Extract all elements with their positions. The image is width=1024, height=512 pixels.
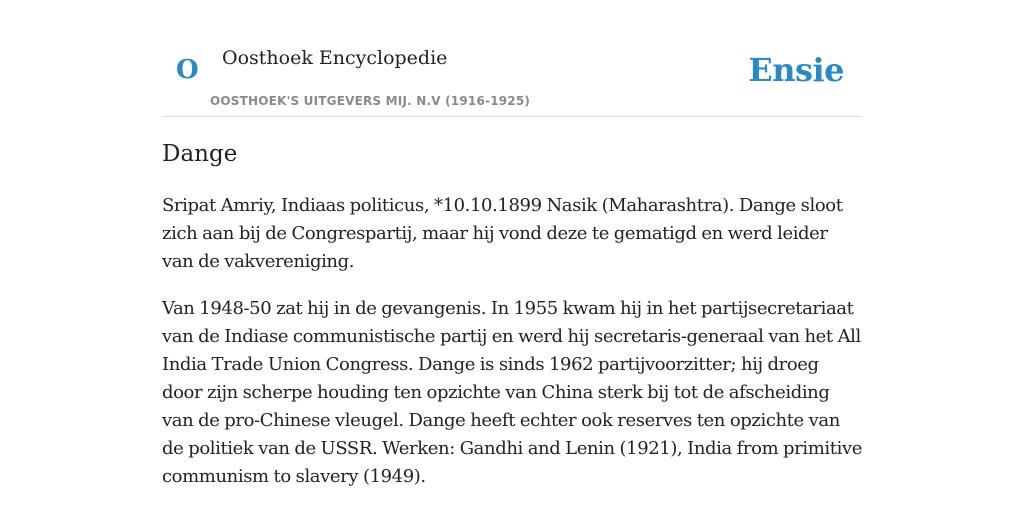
encyclopedia-logo[interactable]: O bbox=[176, 55, 199, 85]
publisher-label: OOSTHOEK'S UITGEVERS MIJ. N.V (1916-1925) bbox=[210, 94, 531, 108]
source-header bbox=[162, 0, 862, 117]
article-paragraph-2: Van 1948-50 zat hij in de gevangenis. In 1955 kwam hij in het partijsecretariaat van de Indiase communistische partij en werd hij secretaris-generaal van het All India Trade Union Congress. Dange is sinds 1962 partijvoorzitter; hij droeg door zijn scherpe houding ten opzichte van China sterk bij tot de afscheiding van de pro-Chinese vleugel. Dange heeft echter ook reserves ten opzichte van de politiek van de USSR. Werken: Gandhi and Lenin (1921), India from primitive communism to slavery (1949). bbox=[162, 298, 862, 487]
article-paragraph-1: Sripat Amriy, Indiaas politicus, *10.10.1899 Nasik (Maharashtra). Dange sloot zich aan bij de Congrespartij, maar hij vond deze te gematigd en werd leider van de vakvereniging. bbox=[162, 195, 843, 272]
ensie-brand-link[interactable]: Ensie bbox=[748, 51, 844, 89]
article-body bbox=[162, 192, 862, 510]
article-term: Dange bbox=[162, 141, 238, 167]
book-title: Oosthoek Encyclopedie bbox=[222, 47, 448, 69]
